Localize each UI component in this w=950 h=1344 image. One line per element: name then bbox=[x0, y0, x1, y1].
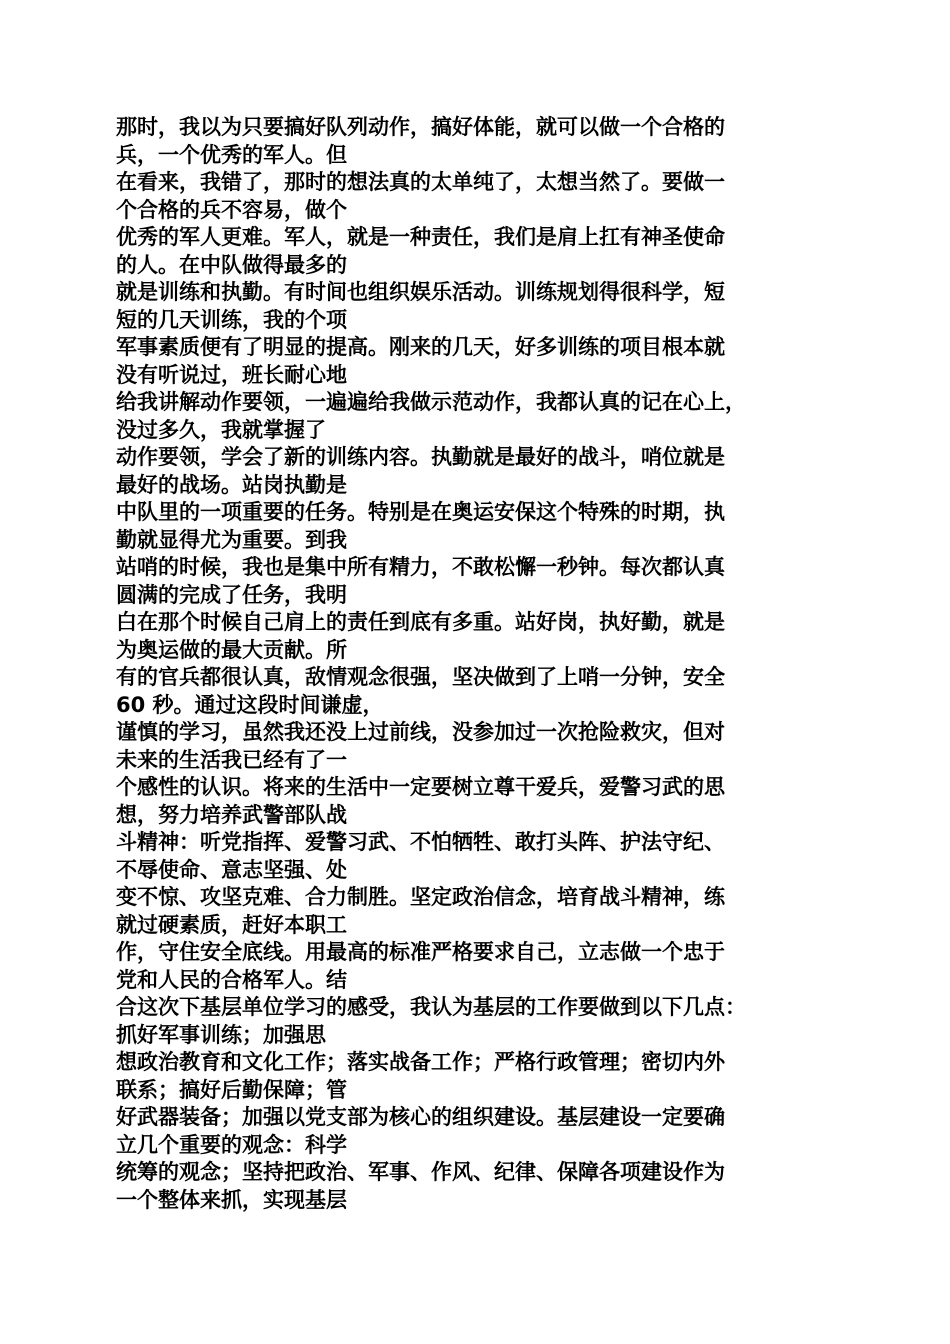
text-line: 个感性的认识。将来的生活中一定要树立尊干爱兵，爱警习武的思 bbox=[116, 775, 725, 799]
text-line: 在看来，我错了，那时的想法真的太单纯了，太想当然了。要做一 bbox=[116, 170, 725, 194]
text-line: 就是训练和执勤。有时间也组织娱乐活动。训练规划得很科学，短 bbox=[116, 280, 725, 304]
text-line: 个合格的兵不容易，做个 bbox=[116, 197, 347, 222]
text-line: 兵，一个优秀的军人。但 bbox=[116, 142, 347, 167]
text-line: 斗精神：听党指挥、爱警习武、不怕牺牲、敢打头阵、护法守纪、 bbox=[116, 830, 725, 854]
document-body bbox=[116, 114, 836, 1214]
text-line: 抓好军事训练；加强思 bbox=[116, 1022, 326, 1047]
text-line: 就过硬素质，赶好本职工 bbox=[116, 912, 347, 937]
text-line: 不辱使命、意志坚强、处 bbox=[116, 857, 347, 882]
text-line: 想，努力培养武警部队战 bbox=[116, 802, 347, 827]
text-line: 未来的生活我已经有了一 bbox=[116, 747, 347, 772]
text-line: 勤就显得尤为重要。到我 bbox=[116, 527, 347, 552]
text-line: 联系；搞好后勤保障；管 bbox=[116, 1077, 347, 1102]
text-line: 立几个重要的观念：科学 bbox=[116, 1132, 347, 1157]
text-line: 动作要领，学会了新的训练内容。执勤就是最好的战斗，哨位就是 bbox=[116, 445, 725, 469]
text-line: 想政治教育和文化工作；落实战备工作；严格行政管理；密切内外 bbox=[116, 1050, 725, 1074]
text-line: 60 秒。通过这段时间谦虚， bbox=[116, 692, 384, 717]
text-line: 白在那个时候自己肩上的责任到底有多重。站好岗，执好勤，就是 bbox=[116, 610, 725, 634]
text-line: 谨慎的学习，虽然我还没上过前线，没参加过一次抢险救灾，但对 bbox=[116, 720, 725, 744]
text-line: 一个整体来抓，实现基层 bbox=[116, 1187, 347, 1212]
text-line: 好武器装备；加强以党支部为核心的组织建设。基层建设一定要确 bbox=[116, 1105, 725, 1129]
text-line: 最好的战场。站岗执勤是 bbox=[116, 472, 347, 497]
text-line: 圆满的完成了任务，我明 bbox=[116, 582, 347, 607]
text-line: 那时，我以为只要搞好队列动作，搞好体能，就可以做一个合格的 bbox=[116, 115, 725, 139]
text-line: 有的官兵都很认真，敌情观念很强，坚决做到了上哨一分钟，安全 bbox=[116, 665, 725, 689]
text-line: 合这次下基层单位学习的感受，我认为基层的工作要做到以下几点： bbox=[116, 995, 746, 1019]
text-line: 没过多久，我就掌握了 bbox=[116, 417, 326, 442]
text-line: 统筹的观念；坚持把政治、军事、作风、纪律、保障各项建设作为 bbox=[116, 1160, 725, 1184]
text-line: 作，守住安全底线。用最高的标准严格要求自己，立志做一个忠于 bbox=[116, 940, 725, 964]
text-line: 军事素质便有了明显的提高。刚来的几天，好多训练的项目根本就 bbox=[116, 335, 725, 359]
text-line: 变不惊、攻坚克难、合力制胜。坚定政治信念，培育战斗精神，练 bbox=[116, 885, 725, 909]
text-line: 没有听说过，班长耐心地 bbox=[116, 362, 347, 387]
text-line: 党和人民的合格军人。结 bbox=[116, 967, 347, 992]
text-line: 短的几天训练，我的个项 bbox=[116, 307, 347, 332]
text-line: 给我讲解动作要领，一遍遍给我做示范动作，我都认真的记在心上， bbox=[116, 390, 746, 414]
text-line: 中队里的一项重要的任务。特别是在奥运安保这个特殊的时期，执 bbox=[116, 500, 725, 524]
text-line: 为奥运做的最大贡献。所 bbox=[116, 637, 347, 662]
text-line: 站哨的时候，我也是集中所有精力，不敢松懈一秒钟。每次都认真 bbox=[116, 555, 725, 579]
text-line: 的人。在中队做得最多的 bbox=[116, 252, 347, 277]
text-line: 优秀的军人更难。军人，就是一种责任，我们是肩上扛有神圣使命 bbox=[116, 225, 725, 249]
